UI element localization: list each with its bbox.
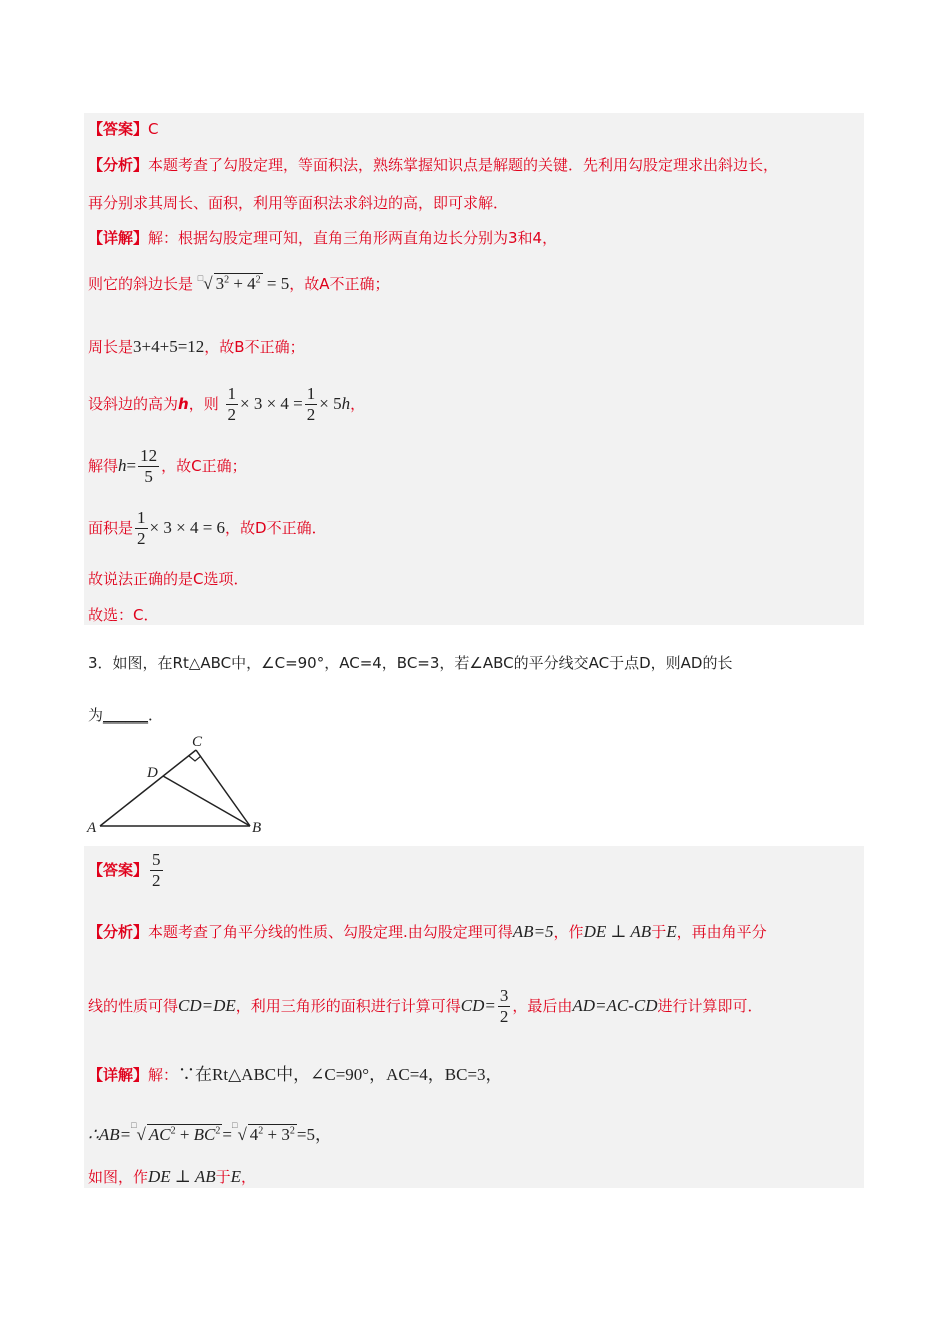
side-ac bbox=[100, 750, 196, 826]
q2-detail-line-1 bbox=[88, 227, 557, 248]
label-a: A bbox=[87, 820, 97, 836]
text: 则它的斜边长是 bbox=[88, 275, 194, 293]
text: 如图，作 bbox=[88, 1168, 149, 1186]
text: ，故D不正确． bbox=[225, 519, 327, 537]
math: ∴AB= bbox=[88, 1125, 132, 1144]
q3-analysis-line-2 bbox=[88, 986, 763, 1027]
math: CD=DE bbox=[178, 996, 236, 1015]
analysis-text: 本题考查了勾股定理，等面积法，熟练掌握知识点是解题的关键．先利用勾股定理求出斜边长， bbox=[148, 156, 779, 174]
q2-hypotenuse-line bbox=[88, 273, 390, 294]
q2-analysis-line-1 bbox=[88, 154, 778, 175]
text: 设斜边的高为 bbox=[88, 395, 179, 413]
analysis-text: 再分别求其周长、面积，利用等面积法求斜边的高，即可求解． bbox=[88, 194, 509, 212]
q2-answer-line bbox=[88, 118, 159, 139]
math: AD=AC-CD bbox=[572, 996, 658, 1015]
text: 故选：C． bbox=[88, 606, 159, 624]
perimeter-formula: 3+4+5=12 bbox=[133, 337, 205, 356]
analysis-tag: 【分析】 bbox=[88, 156, 149, 174]
text: ，最后由 bbox=[512, 997, 573, 1015]
text: 本题考查了角平分线的性质、勾股定理.由勾股定理可得 bbox=[148, 923, 513, 941]
triangle-figure bbox=[84, 730, 284, 840]
text: ，利用三角形的面积进行计算可得 bbox=[235, 997, 461, 1015]
radical-1: □√ $AC^2 + BC^2$ bbox=[131, 1120, 221, 1144]
q3-analysis-line-1 bbox=[88, 921, 767, 942]
text: 为 bbox=[88, 706, 104, 724]
q3-detail-line-3 bbox=[88, 1166, 256, 1187]
q3-stem-line-2 bbox=[88, 704, 163, 725]
var-h: h bbox=[178, 395, 189, 413]
text: 面积是 bbox=[88, 519, 134, 537]
q2-perimeter-line bbox=[88, 336, 305, 357]
side-bc bbox=[196, 750, 250, 826]
text: ，故A不正确； bbox=[289, 275, 390, 293]
detail-text: 解：根据勾股定理可知，直角三角形两直角边长分别为3和4， bbox=[148, 229, 558, 247]
analysis-tag: 【分析】 bbox=[88, 923, 149, 941]
text: ，则 bbox=[188, 395, 219, 413]
question-number: 3． bbox=[88, 654, 113, 672]
fraction: $\frac{1}{2}$ bbox=[137, 508, 146, 548]
fraction: $\frac{12}{5}$ bbox=[140, 446, 158, 486]
right-angle-mark bbox=[189, 756, 201, 761]
math: ∵在Rt△ABC中，∠C=90°，AC=4，BC=3， bbox=[178, 1065, 503, 1084]
q3-stem-line-1 bbox=[88, 652, 732, 673]
math: CD= bbox=[460, 996, 496, 1015]
text: ． bbox=[148, 706, 164, 724]
text: 解： bbox=[148, 1066, 179, 1084]
detail-tag: 【详解】 bbox=[88, 1066, 149, 1084]
radical-2: □√ $4^2 + 3^2$ bbox=[232, 1120, 295, 1144]
q2-analysis-line-2 bbox=[88, 192, 508, 213]
text: ， bbox=[241, 1168, 257, 1186]
label-c: C bbox=[192, 734, 203, 750]
q2-area-line: 面积是 $\frac{1}{2}$ × 3 × 4 = 6，故D不正确． bbox=[88, 508, 327, 548]
detail-tag: 【详解】 bbox=[88, 229, 149, 247]
text: ， bbox=[350, 395, 366, 413]
q2-height-line: 设斜边的高为h，则 $\frac{1}{2}$ × 3 × 4 = $\frac{1}{2}$ × 5h， bbox=[88, 384, 366, 424]
answer-fraction: $\frac{5}{2}$ bbox=[152, 850, 161, 890]
text: 于 bbox=[215, 1168, 231, 1186]
text: 于 bbox=[651, 923, 667, 941]
q2-conclusion-line bbox=[88, 568, 248, 589]
text: 解得 bbox=[88, 457, 119, 475]
math: E bbox=[666, 922, 677, 941]
q3-detail-line-1 bbox=[88, 1060, 503, 1085]
fraction: $\frac{1}{2}$ bbox=[227, 384, 236, 424]
math: DE ⊥ AB bbox=[148, 1167, 216, 1186]
fraction: $\frac{3}{2}$ bbox=[499, 986, 509, 1026]
text: ，故C正确； bbox=[161, 457, 247, 475]
answer-value: C bbox=[148, 120, 159, 138]
label-d: D bbox=[147, 765, 158, 781]
q3-detail-line-2: ∴AB=□√ $AC^2 + BC^2 =^□√$ $4^2 + 3^2 =5$， bbox=[88, 1120, 332, 1144]
bisector-bd bbox=[163, 776, 250, 826]
math: AB=5 bbox=[512, 922, 554, 941]
text: ，作 bbox=[553, 923, 584, 941]
text: 故说法正确的是C选项． bbox=[88, 570, 249, 588]
hypotenuse-formula: □√ $3^2 + 4^2 = 5$ bbox=[197, 273, 290, 293]
math: DE ⊥ AB bbox=[583, 922, 652, 941]
q2-choice-line bbox=[88, 604, 158, 625]
text: 进行计算即可． bbox=[657, 997, 763, 1015]
q2-solve-line: 解得h= $\frac{12}{5}$ ，故C正确； bbox=[88, 446, 247, 486]
text: ，故B不正确； bbox=[204, 338, 305, 356]
text: 线的性质可得 bbox=[88, 997, 179, 1015]
answer-tag: 【答案】 bbox=[88, 861, 149, 879]
label-b: B bbox=[252, 820, 262, 836]
question-stem: 如图，在Rt△ABC中，∠C=90°，AC=4，BC=3，若∠ABC的平分线交AC于点D，则AD的长 bbox=[112, 654, 733, 672]
answer-blank: ______ bbox=[103, 706, 149, 724]
answer-tag: 【答案】 bbox=[88, 120, 149, 138]
fraction: $\frac{1}{2}$ bbox=[306, 384, 316, 424]
text: 周长是 bbox=[88, 338, 134, 356]
text: ，再由角平分 bbox=[676, 923, 767, 941]
math: E bbox=[230, 1167, 242, 1186]
q3-answer-line bbox=[88, 850, 165, 891]
math: =5， bbox=[296, 1125, 332, 1144]
